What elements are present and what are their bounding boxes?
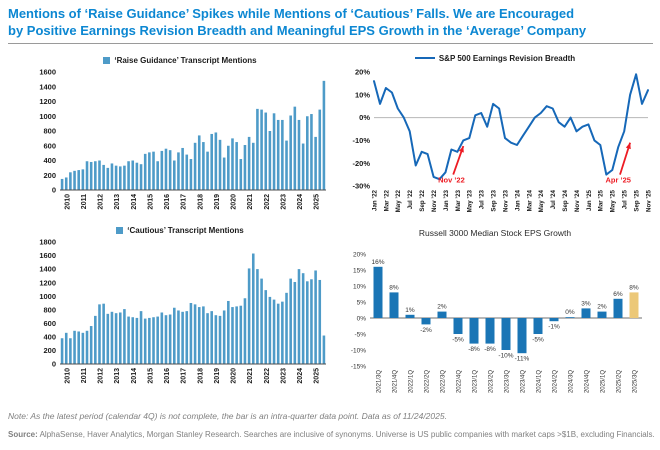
svg-text:Sep ’23: Sep ’23 [490,190,498,212]
svg-text:2023/2Q: 2023/2Q [488,370,495,394]
eps-bar [598,312,607,318]
bars-group [61,254,325,364]
svg-text:0%: 0% [565,309,575,317]
svg-text:1600: 1600 [39,251,56,261]
source-line [8,430,656,439]
eps-bar [374,267,383,318]
footnote: Note: As the latest period (calendar 4Q) is not complete, the bar is an intra-quarter data point. Data as of 11/24/2025. [8,411,447,421]
svg-text:800: 800 [43,305,56,315]
svg-text:0: 0 [51,359,56,369]
svg-text:-5%: -5% [532,336,544,344]
svg-text:-8%: -8% [468,346,480,354]
svg-text:2022/2Q: 2022/2Q [424,370,431,394]
revision-breadth-chart-panel [336,52,654,232]
cautious-chart-panel [26,224,334,404]
svg-text:2024/4Q: 2024/4Q [584,370,591,394]
svg-text:2023/3Q: 2023/3Q [504,370,511,394]
svg-text:2021: 2021 [247,194,255,210]
legend-square-marker-icon [103,57,110,64]
svg-text:2011: 2011 [80,194,88,210]
svg-text:Mar ’23: Mar ’23 [454,190,462,212]
svg-text:3%: 3% [581,300,591,308]
svg-text:Jan ’24: Jan ’24 [514,190,522,211]
eps-bar [630,292,639,318]
svg-text:2022/4Q: 2022/4Q [456,370,463,394]
legend-line-marker-icon [415,57,435,60]
raise-guidance-legend [26,54,334,66]
svg-text:400: 400 [43,156,56,166]
svg-text:2022/1Q: 2022/1Q [408,370,415,394]
svg-text:2023/1Q: 2023/1Q [472,370,479,394]
svg-text:Mar ’25: Mar ’25 [597,190,605,212]
svg-text:Jan ’25: Jan ’25 [585,190,593,211]
raise-guidance-chart-panel [26,54,334,230]
svg-text:2019: 2019 [213,194,221,210]
svg-text:2014: 2014 [130,194,138,210]
raise-guidance-chart-canvas [26,66,334,230]
svg-text:2015: 2015 [147,368,155,384]
svg-text:2018: 2018 [197,194,205,210]
svg-text:Nov ’25: Nov ’25 [645,190,653,213]
svg-text:1600: 1600 [39,67,56,77]
svg-text:2012: 2012 [97,194,105,210]
source-text: AlphaSense, Haver Analytics, Morgan Stanley Research. Searches are inclusive of synonyms. Universe is US public companies with market caps >$1B, excluding Financials. [37,430,655,439]
svg-text:-20%: -20% [352,158,370,168]
svg-text:2010: 2010 [64,368,72,384]
page-title-line1: Mentions of ‘Raise Guidance’ Spikes while Mentions of ‘Cautious’ Falls. We are Encouraged [8,6,575,21]
svg-text:Sep ’22: Sep ’22 [419,190,427,212]
eps-bar [390,292,399,318]
svg-text:-10%: -10% [352,136,370,145]
eps-growth-chart-canvas [336,240,654,408]
svg-text:Sep ’24: Sep ’24 [562,190,570,212]
svg-text:Jul ’25: Jul ’25 [621,190,629,210]
svg-text:-10%: -10% [498,352,514,360]
svg-text:600: 600 [43,141,56,151]
svg-text:2011: 2011 [80,368,88,384]
svg-text:2025/2Q: 2025/2Q [616,370,623,394]
svg-text:2013: 2013 [114,368,122,384]
svg-text:2025: 2025 [313,194,321,210]
eps-bar [614,299,623,318]
page-title [8,6,653,44]
svg-text:Nov ’22: Nov ’22 [438,175,465,185]
svg-text:8%: 8% [629,284,639,292]
svg-text:2017: 2017 [180,368,188,384]
svg-text:10%: 10% [354,90,370,100]
svg-text:2%: 2% [597,303,607,311]
svg-text:20%: 20% [354,67,370,77]
svg-text:2022/3Q: 2022/3Q [440,370,447,394]
cautious-chart-canvas [26,236,334,404]
svg-text:-11%: -11% [514,355,530,363]
svg-text:0%: 0% [359,113,370,123]
svg-text:-10%: -10% [350,347,366,355]
svg-text:2%: 2% [437,303,447,311]
svg-text:2023/4Q: 2023/4Q [520,370,527,394]
source-label: Source: [8,430,38,439]
svg-text:16%: 16% [371,258,385,266]
svg-text:2021: 2021 [247,368,255,384]
svg-text:20%: 20% [352,251,366,259]
svg-text:2018: 2018 [197,368,205,384]
svg-text:Jan ’22: Jan ’22 [371,190,379,211]
svg-text:Mar ’22: Mar ’22 [383,190,391,212]
breadth-line [374,74,648,179]
svg-text:2021/4Q: 2021/4Q [392,370,399,394]
svg-text:1%: 1% [405,306,415,314]
svg-text:6%: 6% [613,290,623,298]
svg-text:May ’25: May ’25 [609,190,617,213]
svg-text:2010: 2010 [64,194,72,210]
cautious-legend [26,224,334,236]
svg-text:Mar ’24: Mar ’24 [526,190,534,212]
svg-text:-2%: -2% [420,326,432,334]
raise-guidance-legend-label: ‘Raise Guidance’ Transcript Mentions [114,55,257,65]
svg-text:800: 800 [43,126,56,136]
cautious-legend-label: ‘Cautious’ Transcript Mentions [127,225,244,235]
eps-bar [406,315,415,318]
eps-bar [470,318,479,344]
svg-text:200: 200 [43,346,56,356]
svg-text:2020: 2020 [230,368,238,384]
eps-bar [438,312,447,318]
svg-text:2020: 2020 [230,194,238,210]
svg-text:2013: 2013 [114,194,122,210]
page-title-line2: by Positive Earnings Revision Breadth and Meaningful EPS Growth in the ‘Average’ Company [8,22,587,38]
revision-breadth-chart-canvas [336,64,654,232]
svg-text:2017: 2017 [180,194,188,210]
svg-text:200: 200 [43,170,56,180]
eps-bar [566,317,575,318]
svg-text:-1%: -1% [548,323,560,331]
eps-bar [486,318,495,344]
svg-text:5%: 5% [356,299,366,307]
svg-text:2016: 2016 [164,368,172,384]
svg-text:Jul ’22: Jul ’22 [407,190,415,210]
svg-text:Apr ’25: Apr ’25 [605,175,631,185]
svg-text:2022: 2022 [263,368,271,384]
eps-bar [534,318,543,334]
svg-text:2023: 2023 [280,194,288,210]
svg-text:Nov ’22: Nov ’22 [430,190,438,213]
svg-text:1200: 1200 [39,278,56,288]
svg-text:2023: 2023 [280,368,288,384]
svg-text:1200: 1200 [39,97,56,107]
svg-text:2012: 2012 [97,368,105,384]
svg-text:Nov ’24: Nov ’24 [573,190,581,213]
svg-text:May ’23: May ’23 [466,190,474,213]
svg-text:Jul ’23: Jul ’23 [478,190,486,210]
legend-square-marker-icon [116,227,123,234]
svg-text:-5%: -5% [452,336,464,344]
svg-text:May ’24: May ’24 [538,190,546,213]
eps-bar [454,318,463,334]
svg-text:Sep ’25: Sep ’25 [633,190,641,212]
svg-text:1800: 1800 [39,237,56,247]
svg-text:1400: 1400 [39,82,56,92]
svg-text:400: 400 [43,332,56,342]
svg-text:2024/1Q: 2024/1Q [536,370,543,394]
revision-breadth-legend-label: S&P 500 Earnings Revision Breadth [438,53,576,63]
eps-bar [518,318,527,353]
svg-text:1000: 1000 [39,111,56,121]
svg-text:2022: 2022 [263,194,271,210]
svg-text:Jul ’24: Jul ’24 [550,190,558,210]
svg-text:8%: 8% [389,284,399,292]
eps-bar [582,308,591,318]
eps-bar [550,318,559,321]
svg-text:2024/3Q: 2024/3Q [568,370,575,394]
svg-text:2025: 2025 [313,368,321,384]
svg-text:2025/3Q: 2025/3Q [632,370,639,394]
eps-bar [502,318,511,350]
svg-text:-30%: -30% [352,181,370,191]
arrowhead-icon [626,143,631,150]
svg-text:-8%: -8% [484,346,496,354]
svg-text:May ’22: May ’22 [395,190,403,213]
svg-text:2024/2Q: 2024/2Q [552,370,559,394]
svg-text:2024: 2024 [297,194,305,210]
eps-growth-chart-panel [336,228,654,408]
eps-bar [422,318,431,324]
eps-growth-chart-title: Russell 3000 Median Stock EPS Growth [418,228,572,238]
svg-text:2024: 2024 [297,368,305,384]
svg-text:2025/1Q: 2025/1Q [600,370,607,394]
svg-text:-15%: -15% [350,363,366,371]
svg-text:0: 0 [51,185,56,195]
bars-group [61,81,325,190]
svg-text:Nov ’23: Nov ’23 [502,190,510,213]
svg-text:2016: 2016 [164,194,172,210]
svg-text:Jan ’23: Jan ’23 [442,190,450,211]
svg-text:-5%: -5% [354,331,366,339]
svg-text:15%: 15% [352,267,366,275]
svg-text:1400: 1400 [39,264,56,274]
svg-text:2015: 2015 [147,194,155,210]
svg-text:1000: 1000 [39,291,56,301]
svg-text:2019: 2019 [213,368,221,384]
svg-text:0%: 0% [356,315,366,323]
svg-text:10%: 10% [352,283,366,291]
svg-text:600: 600 [43,318,56,328]
svg-text:2021/3Q: 2021/3Q [376,370,383,394]
revision-breadth-legend [336,52,654,64]
svg-text:2014: 2014 [130,368,138,384]
